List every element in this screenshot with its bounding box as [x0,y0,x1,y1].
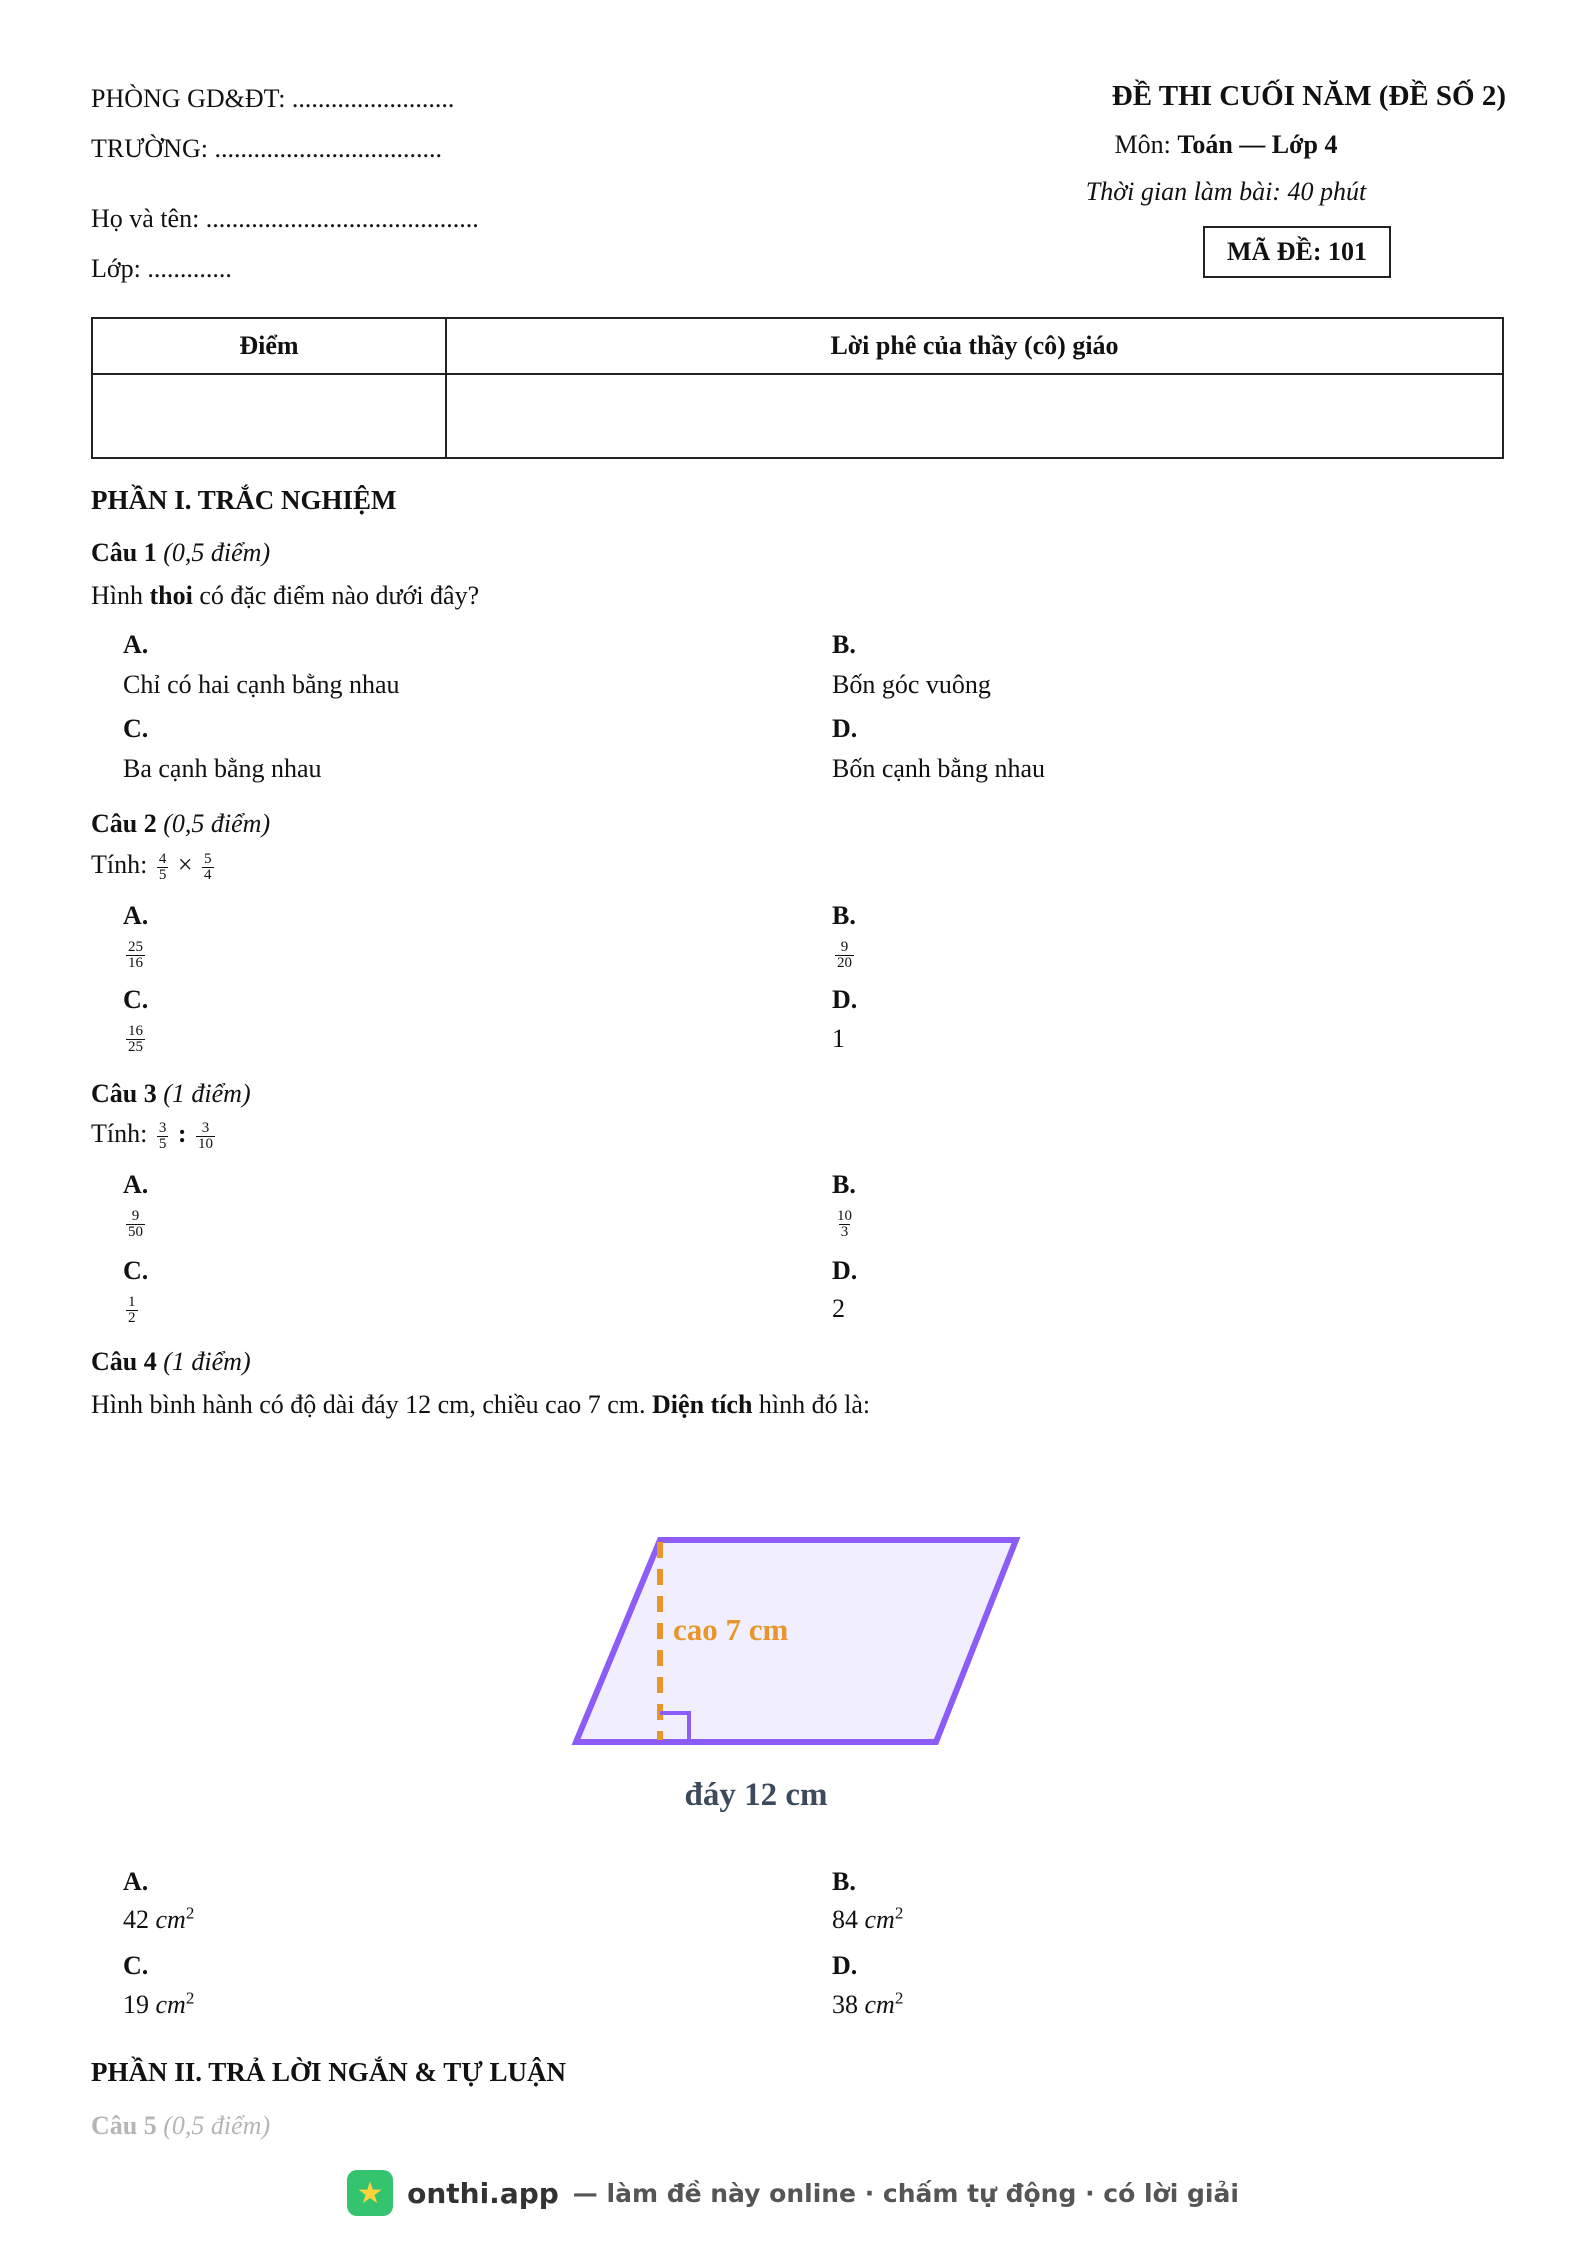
score-table [91,317,1504,459]
q4-option-d-letter: D. [832,1951,858,1980]
exam-title: ĐỀ THI CUỐI NĂM (ĐỀ SỐ 2) [1111,80,1506,112]
q1-option-a-letter: A. [123,630,149,659]
part2-title: PHẦN II. TRẢ LỜI NGẮN & TỰ LUẬN [91,2057,567,2087]
q3-option-d[interactable]: 2 [832,1294,845,1323]
q3-option-d-letter: D. [832,1256,858,1285]
q1-option-c-letter: C. [123,714,149,743]
star-logo-icon[interactable]: ★ [347,2170,393,2216]
q3-option-c[interactable]: $\frac{1}{2}$ [128,1293,136,1326]
q3-fraction-1: $\frac{3}{5}$ [158,1119,167,1152]
q2-fraction-2: $\frac{5}{4}$ [204,850,212,883]
base-label: đáy 12 cm [684,1777,828,1813]
q2-fraction-1: $\frac{4}{5}$ [158,850,167,883]
q4-option-d[interactable]: 38 $cm^2$ [832,1988,904,2019]
q3-option-a[interactable]: $\frac{9}{50}$ [128,1207,143,1240]
q3-option-a-letter: A. [123,1170,149,1199]
parallelogram-shape [576,1540,1016,1742]
q2-option-d[interactable]: 1 [832,1024,845,1053]
q2-option-b[interactable]: $\frac{9}{20}$ [837,938,852,971]
q2-text: Tính: $\frac{4}{5}$ × $\frac{5}{4}$ [91,850,212,883]
q1-text: Hình thoi có đặc điểm nào dưới đây? [91,581,480,610]
student-name-line: Họ và tên: .......................................... [91,204,479,233]
brand-link[interactable]: onthi.app [407,2176,559,2210]
q2-header: Câu 2 (0,5 điểm) [91,809,271,838]
q2-option-a-letter: A. [123,901,149,930]
q1-header: Câu 1 (0,5 điểm) [91,538,271,567]
q3-option-b-letter: B. [832,1170,856,1199]
q1-option-a[interactable]: Chỉ có hai cạnh bằng nhau [123,670,400,699]
q2-option-b-letter: B. [832,901,856,930]
subject-name: Toán — Lớp 4 [1177,130,1338,159]
exam-time: Thời gian làm bài: 40 phút [1085,177,1367,206]
q4-option-c-letter: C. [123,1951,149,1980]
q3-fraction-2: $\frac{3}{10}$ [198,1119,214,1152]
q4-header: Câu 4 (1 điểm) [91,1347,251,1376]
q4-option-a-letter: A. [123,1867,149,1896]
exam-code-box: MÃ ĐỀ: 101 [1203,226,1391,278]
teacher-comment-header: Lời phê của thầy (cô) giáo [446,318,1503,374]
q2-option-a[interactable]: $\frac{25}{16}$ [128,938,143,971]
q1-option-d[interactable]: Bốn cạnh bằng nhau [832,754,1046,783]
department-line: PHÒNG GD&ĐT: ......................... [91,84,455,113]
q4-text: Hình bình hành có độ dài đáy 12 cm, chiều cao 7 cm. Diện tích hình đó là: [91,1390,871,1419]
exam-title-block [946,80,1506,210]
school-line: TRƯỜNG: ................................... [91,134,442,163]
q1-option-b-letter: B. [832,630,856,659]
footer-banner [0,2170,1586,2230]
q4-option-b-letter: B. [832,1867,856,1896]
q2-option-d-letter: D. [832,985,858,1014]
q4-option-c[interactable]: 19 $cm^2$ [123,1988,195,2019]
score-cell [92,374,446,458]
footer-tagline: — làm đề này online · chấm tự động · có lời giải [572,2178,1239,2208]
q2-option-c[interactable]: $\frac{16}{25}$ [128,1022,143,1055]
q3-header: Câu 3 (1 điểm) [91,1079,251,1108]
part1-title: PHẦN I. TRẮC NGHIỆM [91,485,397,515]
q1-option-b[interactable]: Bốn góc vuông [832,670,991,699]
teacher-comment-cell [446,374,1503,458]
q1-option-c[interactable]: Ba cạnh bằng nhau [123,754,322,783]
q2-option-c-letter: C. [123,985,149,1014]
parallelogram-figure [560,1520,1040,1820]
q4-option-a[interactable]: 42 $cm^2$ [123,1903,195,1934]
score-header: Điểm [92,318,446,374]
q4-option-b[interactable]: 84 $cm^2$ [832,1903,904,1934]
exam-subject: Môn: Toán — Lớp 4 [1114,130,1338,159]
q5-header: Câu 5 (0,5 điểm) [91,2111,271,2140]
q3-option-b[interactable]: $\frac{10}{3}$ [837,1207,852,1240]
class-line: Lớp: ............. [91,254,232,283]
q3-text: Tính: $\frac{3}{5}$ : $\frac{3}{10}$ [91,1119,214,1152]
height-label: cao 7 cm [673,1612,789,1647]
q3-option-c-letter: C. [123,1256,149,1285]
q1-option-d-letter: D. [832,714,858,743]
